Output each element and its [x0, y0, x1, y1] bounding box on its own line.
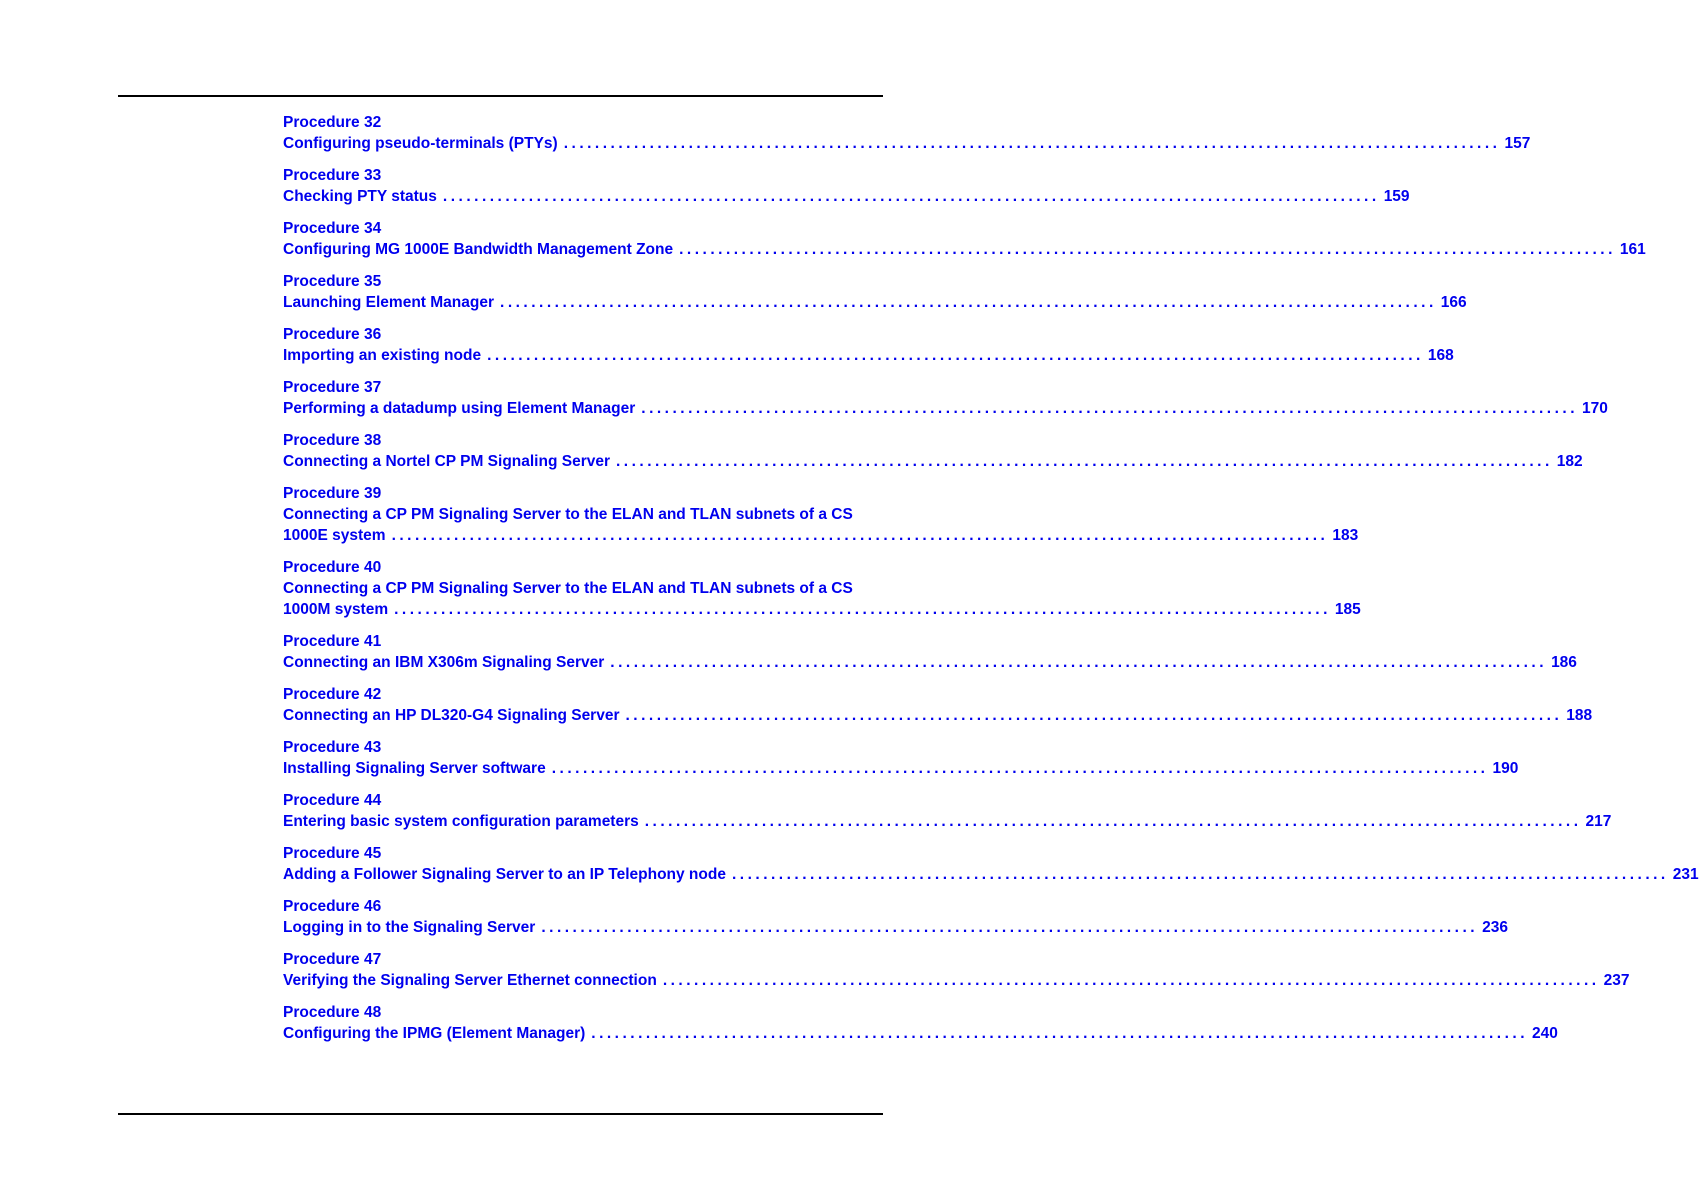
dot-leader: ........................................................................................................................: [541, 919, 1479, 936]
procedure-number[interactable]: Procedure 41: [283, 633, 382, 650]
procedure-title[interactable]: Connecting an HP DL320-G4 Signaling Server: [283, 707, 620, 724]
procedure-number[interactable]: Procedure 37: [283, 379, 382, 396]
dot-leader: ........................................................................................................................: [563, 135, 1501, 152]
page-number[interactable]: 161: [1619, 241, 1646, 258]
page-number[interactable]: 166: [1440, 294, 1467, 311]
toc-row[interactable]: [283, 526, 1359, 546]
toc-entry[interactable]: [283, 558, 1361, 632]
procedure-number[interactable]: Procedure 48: [283, 1004, 382, 1021]
procedure-title[interactable]: Verifying the Signaling Server Ethernet connection: [283, 972, 657, 989]
toc-row[interactable]: [283, 293, 1467, 313]
dot-leader: ........................................................................................................................: [610, 654, 1548, 671]
page-number[interactable]: 182: [1556, 453, 1583, 470]
dot-leader: ........................................................................................................................: [644, 813, 1582, 830]
toc-row[interactable]: [283, 812, 1612, 832]
toc-row[interactable]: [283, 759, 1519, 779]
toc-entry[interactable]: [283, 1003, 1558, 1056]
toc-entry[interactable]: [283, 431, 1583, 484]
procedure-title[interactable]: Configuring MG 1000E Bandwidth Management Zone: [283, 241, 674, 258]
procedure-number[interactable]: Procedure 47: [283, 951, 382, 968]
procedure-number[interactable]: Procedure 36: [283, 326, 382, 343]
toc-row[interactable]: [283, 706, 1593, 726]
page-number[interactable]: 157: [1504, 135, 1531, 152]
procedure-number[interactable]: Procedure 33: [283, 167, 382, 184]
toc-row[interactable]: [283, 1024, 1558, 1044]
toc-row[interactable]: [283, 134, 1531, 154]
page-number[interactable]: 240: [1532, 1025, 1558, 1042]
page-number[interactable]: 188: [1566, 707, 1593, 724]
procedure-title-line[interactable]: Connecting a CP PM Signaling Server to the ELAN and TLAN subnets of a CS: [283, 506, 853, 523]
procedure-number[interactable]: Procedure 34: [283, 220, 382, 237]
toc-row[interactable]: [283, 653, 1577, 673]
toc-entry[interactable]: [283, 950, 1630, 1003]
page-number[interactable]: 170: [1582, 400, 1608, 417]
dot-leader: ........................................................................................................................: [591, 1025, 1529, 1042]
toc-entry[interactable]: [283, 378, 1608, 431]
procedure-title[interactable]: Importing an existing node: [283, 347, 482, 364]
dot-leader: ........................................................................................................................: [625, 707, 1563, 724]
procedure-title[interactable]: Launching Element Manager: [283, 294, 495, 311]
toc-row[interactable]: [283, 346, 1454, 366]
toc-entry[interactable]: [283, 738, 1519, 791]
procedure-title[interactable]: Entering basic system configuration parameters: [283, 813, 639, 830]
page-number[interactable]: 231: [1672, 866, 1699, 883]
dot-leader: ........................................................................................................................: [731, 866, 1669, 883]
toc-entry[interactable]: [283, 632, 1577, 685]
procedure-number[interactable]: Procedure 39: [283, 485, 382, 502]
toc-entry[interactable]: [283, 844, 1699, 897]
procedure-title[interactable]: Logging in to the Signaling Server: [283, 919, 536, 936]
procedure-number[interactable]: Procedure 44: [283, 792, 382, 809]
procedure-title[interactable]: Configuring the IPMG (Element Manager): [283, 1025, 586, 1042]
toc-entry[interactable]: [283, 272, 1467, 325]
dot-leader: ........................................................................................................................: [487, 347, 1424, 364]
dot-leader: ........................................................................................................................: [442, 188, 1380, 205]
page-number[interactable]: 185: [1334, 601, 1361, 618]
procedure-number[interactable]: Procedure 32: [283, 114, 382, 131]
procedure-title[interactable]: Checking PTY status: [283, 188, 437, 205]
footer-rule: [118, 1113, 883, 1115]
toc-row[interactable]: [283, 452, 1583, 472]
page-number[interactable]: 168: [1427, 347, 1454, 364]
procedure-number[interactable]: Procedure 45: [283, 845, 382, 862]
page-number[interactable]: 236: [1482, 919, 1508, 936]
toc-row[interactable]: [283, 600, 1361, 620]
procedure-number[interactable]: Procedure 43: [283, 739, 382, 756]
dot-leader: ........................................................................................................................: [679, 241, 1616, 258]
procedure-list: [283, 113, 1699, 1056]
page-number[interactable]: 159: [1383, 188, 1410, 205]
toc-row[interactable]: [283, 240, 1646, 260]
procedure-number[interactable]: Procedure 38: [283, 432, 382, 449]
toc-row[interactable]: [283, 187, 1410, 207]
toc-entry[interactable]: [283, 484, 1359, 558]
header-rule: [118, 95, 883, 97]
page-number[interactable]: 217: [1585, 813, 1612, 830]
toc-row[interactable]: [283, 918, 1508, 938]
toc-entry[interactable]: [283, 685, 1593, 738]
procedure-title-line[interactable]: Connecting a CP PM Signaling Server to the ELAN and TLAN subnets of a CS: [283, 580, 853, 597]
procedure-number[interactable]: Procedure 42: [283, 686, 382, 703]
toc-row[interactable]: [283, 399, 1608, 419]
procedure-number[interactable]: Procedure 35: [283, 273, 382, 290]
toc-row[interactable]: [283, 865, 1699, 885]
procedure-title[interactable]: 1000M system: [283, 601, 389, 618]
toc-entry[interactable]: [283, 791, 1612, 844]
toc-entry[interactable]: [283, 166, 1410, 219]
page-number[interactable]: 186: [1551, 654, 1577, 671]
procedure-title[interactable]: Connecting a Nortel CP PM Signaling Server: [283, 453, 610, 470]
dot-leader: ........................................................................................................................: [641, 400, 1579, 417]
dot-leader: ........................................................................................................................: [391, 527, 1329, 544]
page-number[interactable]: 183: [1332, 527, 1359, 544]
procedure-title[interactable]: Configuring pseudo-terminals (PTYs): [283, 135, 558, 152]
procedure-title[interactable]: Installing Signaling Server software: [283, 760, 546, 777]
page-number[interactable]: 237: [1603, 972, 1630, 989]
toc-entry[interactable]: [283, 325, 1454, 378]
procedure-title[interactable]: Connecting an IBM X306m Signaling Server: [283, 654, 605, 671]
procedure-title[interactable]: Performing a datadump using Element Manager: [283, 400, 636, 417]
toc-entry[interactable]: [283, 897, 1508, 950]
dot-leader: ........................................................................................................................: [616, 453, 1553, 470]
procedure-title[interactable]: 1000E system: [283, 527, 386, 544]
procedure-number[interactable]: Procedure 46: [283, 898, 382, 915]
procedure-number[interactable]: Procedure 40: [283, 559, 382, 576]
dot-leader: ........................................................................................................................: [662, 972, 1600, 989]
dot-leader: ........................................................................................................................: [500, 294, 1437, 311]
toc-entry[interactable]: [283, 219, 1646, 272]
toc-row[interactable]: [283, 971, 1630, 991]
page-number[interactable]: 190: [1492, 760, 1519, 777]
toc-entry[interactable]: [283, 113, 1531, 166]
procedure-title[interactable]: Adding a Follower Signaling Server to an IP Telephony node: [283, 866, 726, 883]
dot-leader: ........................................................................................................................: [394, 601, 1331, 618]
dot-leader: ........................................................................................................................: [551, 760, 1489, 777]
